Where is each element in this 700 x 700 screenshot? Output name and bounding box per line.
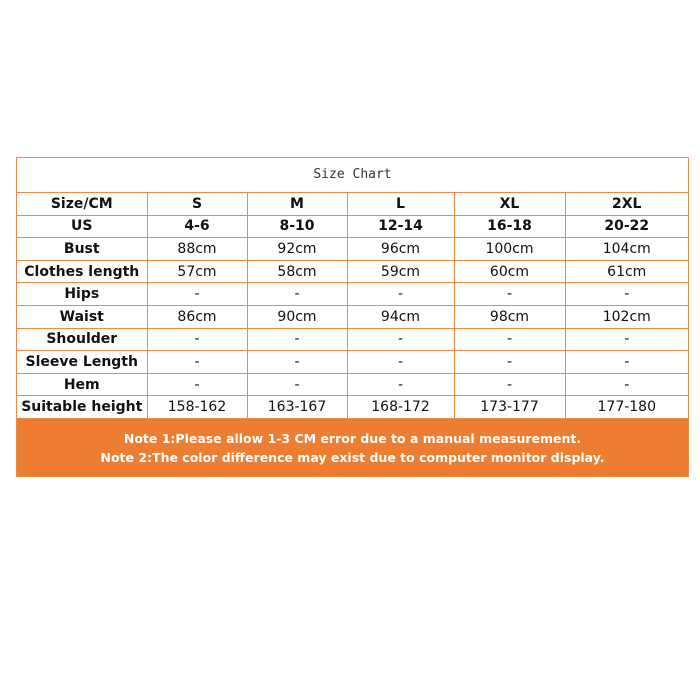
table-cell: 8-10	[247, 215, 347, 238]
table-cell: 58cm	[247, 260, 347, 283]
table-row	[17, 305, 688, 328]
table-cell: 163-167	[247, 396, 347, 419]
table-cell: -	[247, 328, 347, 351]
table-cell: 96cm	[347, 238, 454, 261]
table-cell: 92cm	[247, 238, 347, 261]
table-row	[17, 328, 688, 351]
table-cell: 100cm	[454, 238, 565, 261]
table-cell: 20-22	[565, 215, 688, 238]
column-header: XL	[454, 193, 565, 215]
table-row	[17, 238, 688, 261]
table-row	[17, 351, 688, 374]
table-cell: -	[565, 373, 688, 396]
chart-title: Size Chart	[17, 158, 688, 193]
row-label: Suitable height	[17, 396, 147, 419]
column-header: S	[147, 193, 247, 215]
table-row	[17, 373, 688, 396]
table-cell: 4-6	[147, 215, 247, 238]
table-cell: 59cm	[347, 260, 454, 283]
size-table	[17, 193, 688, 419]
table-cell: 12-14	[347, 215, 454, 238]
table-cell: -	[347, 283, 454, 306]
table-cell: -	[565, 328, 688, 351]
table-cell: -	[565, 283, 688, 306]
column-header: L	[347, 193, 454, 215]
table-row	[17, 283, 688, 306]
table-cell: -	[454, 351, 565, 374]
row-label: Hips	[17, 283, 147, 306]
row-label: US	[17, 215, 147, 238]
column-header: M	[247, 193, 347, 215]
row-label: Waist	[17, 305, 147, 328]
table-cell: -	[147, 373, 247, 396]
row-label: Clothes length	[17, 260, 147, 283]
table-cell: -	[147, 351, 247, 374]
notes-banner	[17, 419, 688, 476]
note-1: Note 1:Please allow 1-3 CM error due to a manual measurement.	[123, 430, 582, 446]
table-cell: 98cm	[454, 305, 565, 328]
row-label: Shoulder	[17, 328, 147, 351]
table-cell: 94cm	[347, 305, 454, 328]
table-row	[17, 260, 688, 283]
table-row	[17, 396, 688, 419]
table-cell: -	[454, 283, 565, 306]
table-cell: 61cm	[565, 260, 688, 283]
column-header: 2XL	[565, 193, 688, 215]
table-cell: 86cm	[147, 305, 247, 328]
header-row	[17, 193, 688, 215]
table-row	[17, 215, 688, 238]
table-cell: 168-172	[347, 396, 454, 419]
table-cell: -	[147, 283, 247, 306]
column-header: Size/CM	[17, 193, 147, 215]
table-cell: 173-177	[454, 396, 565, 419]
size-chart	[16, 157, 689, 477]
table-cell: -	[347, 351, 454, 374]
table-cell: -	[247, 283, 347, 306]
table-cell: 177-180	[565, 396, 688, 419]
note-2: Note 2:The color difference may exist due to computer monitor display.	[100, 449, 605, 465]
table-cell: 104cm	[565, 238, 688, 261]
table-cell: 16-18	[454, 215, 565, 238]
table-cell: -	[347, 328, 454, 351]
table-cell: -	[454, 373, 565, 396]
table-cell: 88cm	[147, 238, 247, 261]
table-cell: 102cm	[565, 305, 688, 328]
row-label: Bust	[17, 238, 147, 261]
table-cell: -	[454, 328, 565, 351]
table-cell: 57cm	[147, 260, 247, 283]
table-cell: 158-162	[147, 396, 247, 419]
table-cell: 90cm	[247, 305, 347, 328]
table-cell: -	[565, 351, 688, 374]
table-cell: 60cm	[454, 260, 565, 283]
table-cell: -	[147, 328, 247, 351]
row-label: Sleeve Length	[17, 351, 147, 374]
table-cell: -	[247, 373, 347, 396]
table-cell: -	[247, 351, 347, 374]
table-cell: -	[347, 373, 454, 396]
row-label: Hem	[17, 373, 147, 396]
